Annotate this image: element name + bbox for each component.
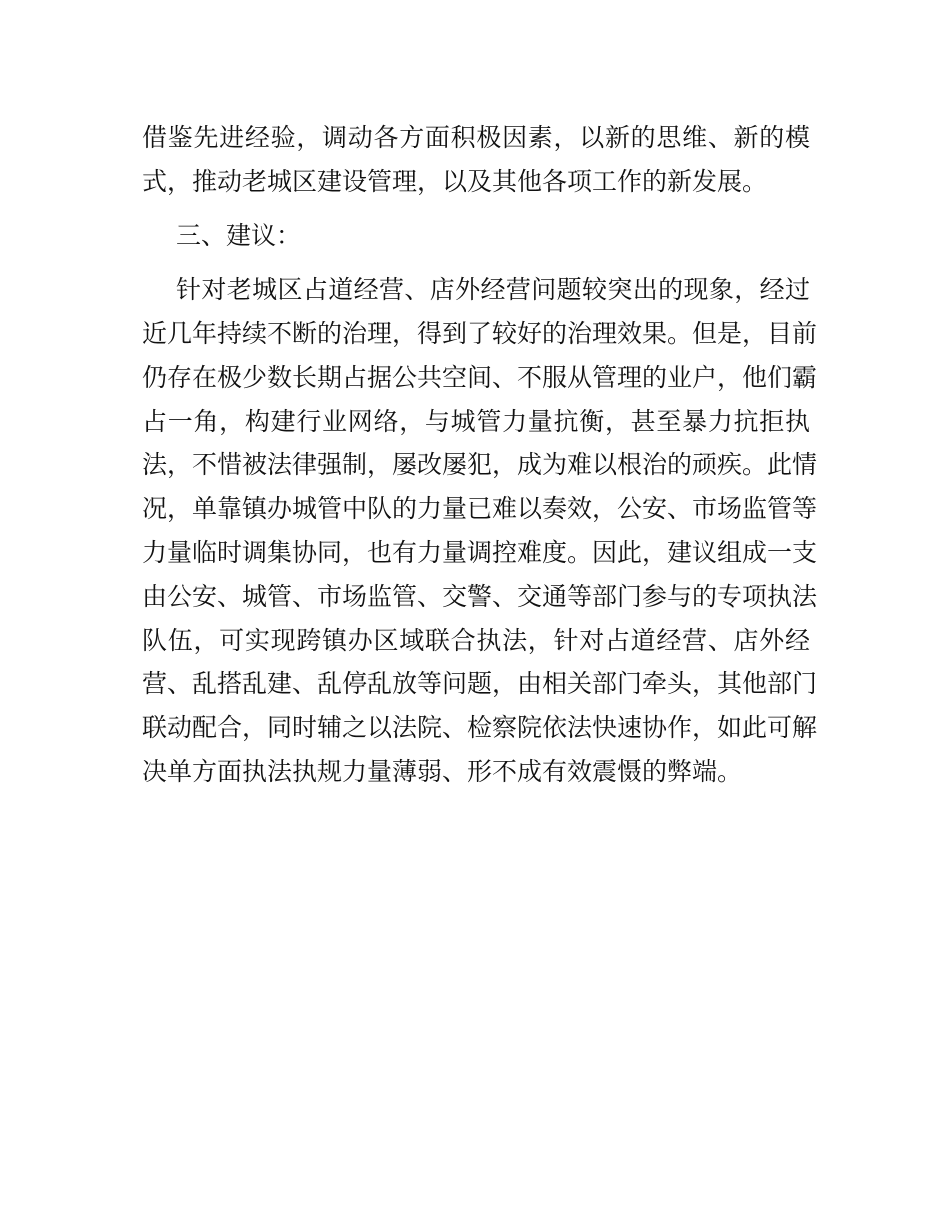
- paragraph-line-7: 法，不惜被法律强制，屡改屡犯，成为难以根治的顽疾。此情: [142, 450, 818, 479]
- paragraph-line-14: 决单方面执法执规力量薄弱、形不成有效震慑的弊端。: [142, 757, 743, 786]
- paragraph-line-6: 占一角，构建行业网络，与城管力量抗衡，甚至暴力抗拒执: [142, 407, 810, 436]
- paragraph-line-9: 力量临时调集协同，也有力量调控难度。因此，建议组成一支: [142, 538, 818, 567]
- paragraph-line-1: 借鉴先进经验，调动各方面积极因素，以新的思维、新的模: [142, 123, 810, 152]
- section-heading: 三、建议：: [176, 221, 302, 250]
- paragraph-line-5: 仍存在极少数长期占据公共空间、不服从管理的业户，他们霸: [142, 363, 818, 392]
- paragraph-line-3: 针对老城区占道经营、店外经营问题较突出的现象，经过: [176, 275, 810, 304]
- paragraph-line-8: 况，单靠镇办城管中队的力量已难以奏效，公安、市场监管等: [142, 494, 818, 523]
- paragraph-line-13: 联动配合，同时辅之以法院、检察院依法快速协作，如此可解: [142, 713, 818, 742]
- paragraph-line-2: 式，推动老城区建设管理，以及其他各项工作的新发展。: [142, 167, 768, 196]
- paragraph-line-4: 近几年持续不断的治理，得到了较好的治理效果。但是，目前: [142, 319, 818, 348]
- paragraph-line-10: 由公安、城管、市场监管、交警、交通等部门参与的专项执法: [142, 582, 818, 611]
- paragraph-line-11: 队伍，可实现跨镇办区域联合执法，针对占道经营、店外经: [142, 626, 810, 655]
- paragraph-line-12: 营、乱搭乱建、乱停乱放等问题，由相关部门牵头，其他部门: [142, 669, 818, 698]
